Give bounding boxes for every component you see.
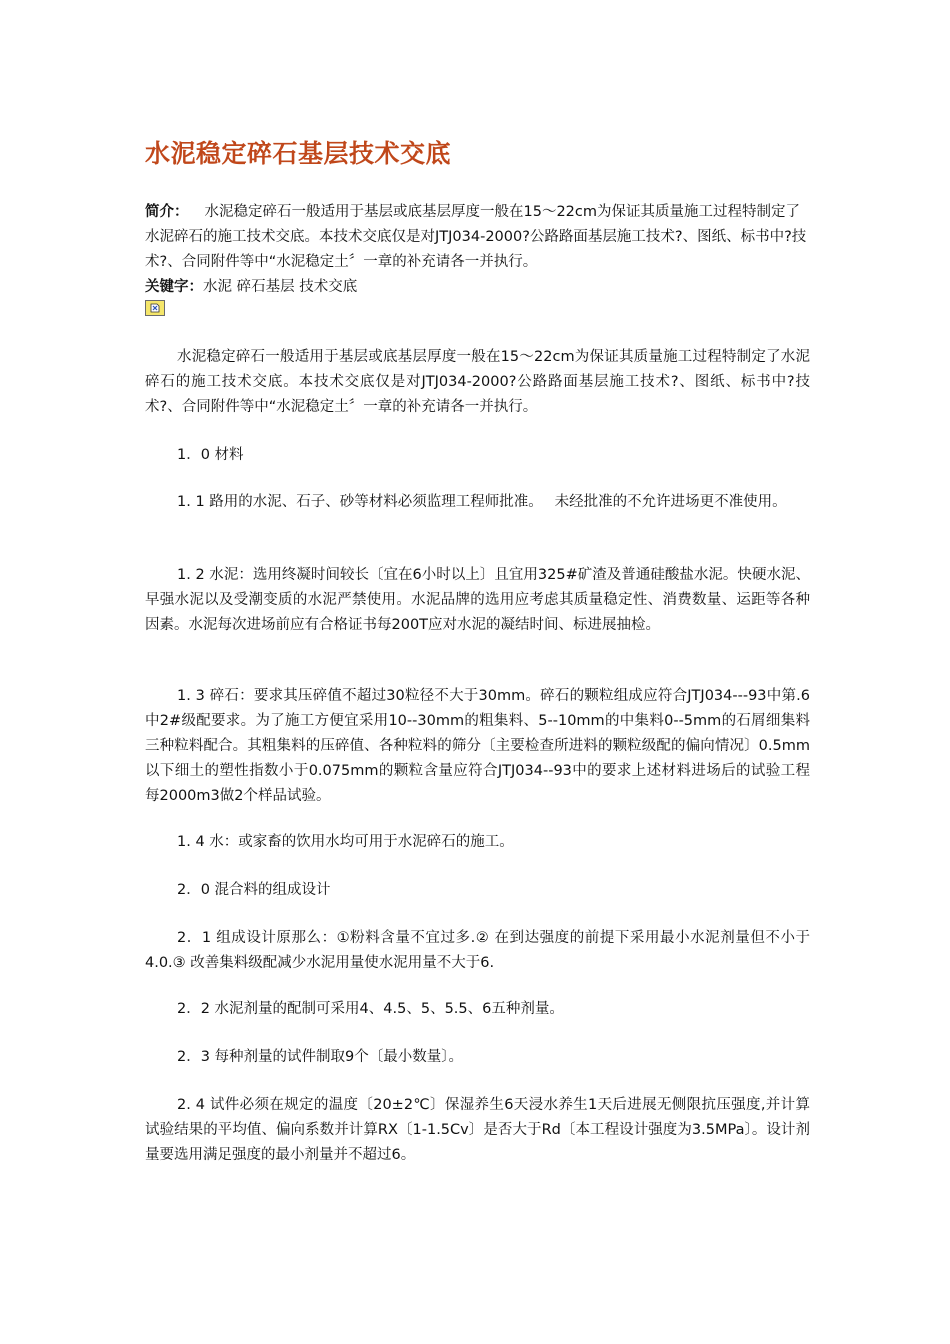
- document-title: 水泥稳定碎石基层技术交底: [145, 139, 452, 168]
- section-heading-mix-design: 2．0 混合料的组成设计: [177, 882, 331, 898]
- paragraph-2-3: 2．3 每种剂量的试件制取9个〔最小数量〕。: [177, 1049, 464, 1065]
- section-heading-materials: 1．0 材料: [177, 447, 244, 463]
- summary-text: 水泥稳定碎石一般适用于基层或底基层厚度一般在15～22cm为保证其质量施工过程特制定了水泥碎石的施工技术交底。本技术交底仅是对JTJ034-2000?公路路面基层施工技术?、图纸、标书中?技术?、合同附件等中“水泥稳定土〞一章的补充请各一并执行。: [145, 204, 807, 270]
- keywords-label: 关键字：: [145, 279, 203, 295]
- summary-label: 简介：: [145, 204, 189, 220]
- paragraph-1-1: 1. 1 路用的水泥、石子、砂等材料必须监理工程师批准。 未经批准的不允许进场更不准使用。: [177, 494, 787, 510]
- keywords-block: [145, 275, 357, 300]
- paragraph-2-1: 2．1 组成设计原那么：①粉料含量不宜过多.② 在到达强度的前提下采用最小水泥剂量但不小于4.0.③ 改善集料级配减少水泥用量使水泥用量不大于6.: [145, 930, 810, 971]
- paragraph-1-4: 1. 4 水：或家畜的饮用水均可用于水泥碎石的施工。: [177, 834, 514, 850]
- document-link-icon[interactable]: [145, 300, 165, 316]
- paragraph-1-3: 1. 3 碎石：要求其压碎值不超过30粒径不大于30mm。碎石的颗粒组成应符合JTJ034---93中第.6中2#级配要求。为了施工方便宜采用10--30mm的粗集料、5--10mm的中集料0--5mm的石屑细集料三种粒料配合。其粗集料的压碎值、各种粒料的筛分〔主要检查所进料的颗粒级配的偏向情况〕0.5mm以下细土的塑性指数小于0.075mm的颗粒含量应符合JTJ034--93中的要求上述材料进场后的试验工程每2000m3做2个样品试验。: [145, 688, 810, 804]
- paragraph-2-2: 2．2 水泥剂量的配制可采用4、4.5、5、5.5、6五种剂量。: [177, 1001, 564, 1017]
- keywords-text: 水泥 碎石基层 技术交底: [203, 279, 358, 295]
- paragraph-1-2: 1. 2 水泥：选用终凝时间较长〔宜在6小时以上〕且宜用325#矿渣及普通硅酸盐水泥。快硬水泥、早强水泥以及受潮变质的水泥严禁使用。水泥品牌的选用应考虑其质量稳定性、消费数量、运距等各种因素。水泥每次进场前应有合格证书每200T应对水泥的凝结时间、标进展抽检。: [145, 567, 810, 633]
- paragraph-intro: 水泥稳定碎石一般适用于基层或底基层厚度一般在15～22cm为保证其质量施工过程特制定了水泥碎石的施工技术交底。本技术交底仅是对JTJ034-2000?公路路面基层施工技术?、图纸、标书中?技术?、合同附件等中“水泥稳定土〞一章的补充请各一并执行。: [145, 349, 810, 415]
- summary-block: [145, 200, 810, 275]
- paragraph-2-4: 2. 4 试件必须在规定的温度〔20±2℃〕保湿养生6天浸水养生1天后进展无侧限抗压强度,并计算试验结果的平均值、偏向系数并计算RX〔1-1.5Cv〕是否大于Rd〔本工程设计强度为3.5MPa〕。设计剂量要选用满足强度的最小剂量并不超过6。: [145, 1097, 810, 1163]
